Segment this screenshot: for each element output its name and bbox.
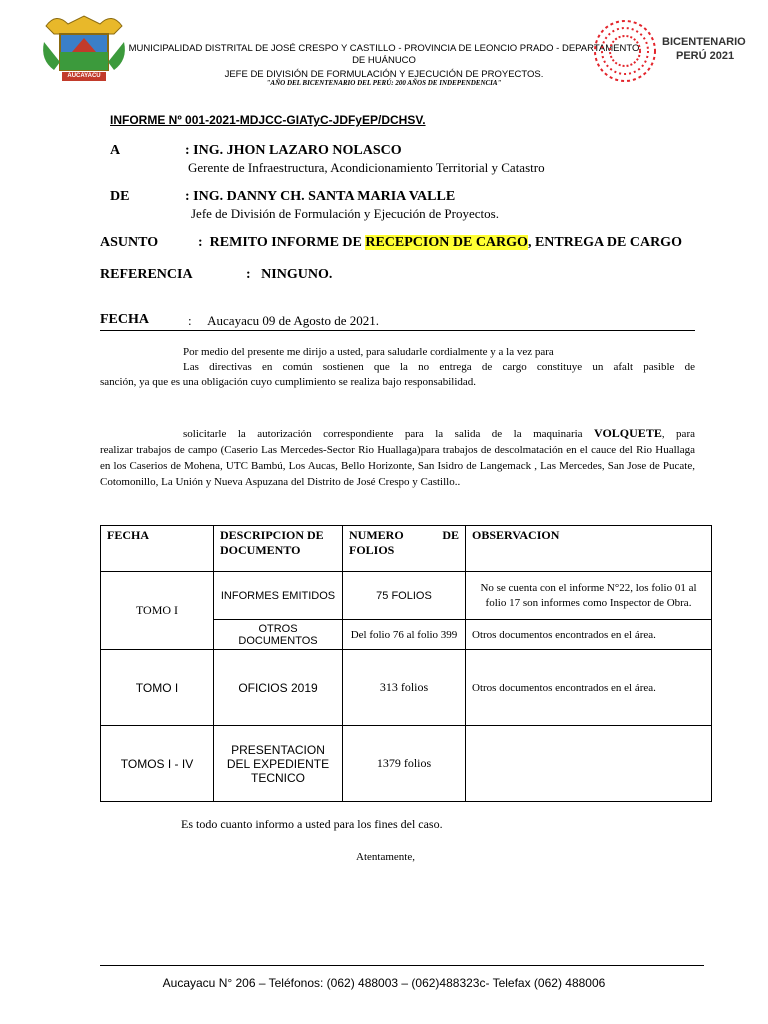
reference-label: REFERENCIA (100, 267, 193, 282)
table-cell-fecha: TOMO I (101, 572, 214, 650)
subject-text-end: , ENTREGA DE CARGO (527, 235, 682, 250)
header-division: JEFE DE DIVISIÓN DE FORMULACIÓN Y EJECUCIÓN DE PROYECTOS. (224, 69, 544, 80)
table-cell-descripcion: INFORMES EMITIDOS (214, 572, 343, 620)
to-label: A (110, 143, 121, 158)
body-p3-text-end: , para (661, 428, 695, 440)
subject-highlight: RECEPCION DE CARGO (365, 235, 528, 250)
table-header-descripcion: DESCRIPCION DE DOCUMENTO (214, 526, 343, 572)
table-cell-descripcion: OTROS DOCUMENTOS (214, 620, 343, 650)
date-value: : Aucayacu 09 de Agosto de 2021. (188, 313, 379, 328)
reference-value: : NINGUNO. (246, 267, 333, 282)
bicentenario-peru-2021-logo (592, 18, 752, 82)
table-cell-folios: Del folio 76 al folio 399 (343, 620, 466, 650)
from-role: Jefe de División de Formulación y Ejecución de Proyectos. (191, 206, 499, 221)
table-header-folios: NUMERO DE FOLIOS (343, 526, 466, 572)
table-cell-descripcion: OFICIOS 2019 (214, 650, 343, 726)
subject-label: ASUNTO (100, 235, 159, 250)
logo-banner-text: AUCAYACU (67, 73, 101, 79)
subject-text: : REMITO INFORME DE (198, 235, 366, 250)
body-paragraph-1: Por medio del presente me dirijo a usted, para saludarle cordialmente y a la vez para (183, 346, 554, 358)
table-cell-folios: 313 folios (343, 650, 466, 726)
closing-text: Es todo cuanto informo a usted para los fines del caso. (181, 817, 443, 831)
table-cell-observacion: Otros documentos encontrados en el área. (466, 650, 712, 726)
table-cell-observacion (466, 726, 712, 802)
table-cell-observacion: Otros documentos encontrados en el área. (466, 620, 712, 650)
body-paragraph-3-rest: realizar trabajos de campo (Caserio Las Mercedes-Sector Rio Huallaga)para trabajos de descolmatación en el cauce del Rio Huallaga en los Caserios de Mohena, UTC Bambú, Los Aucas, Bello Horizonte, San Isidro de Langemack , Las Mercedes, San Jose de Pucate, Cotomonillo, La Unión y Nueva Aspuzana del Distrito de José Crespo y Castillo.. (100, 444, 695, 488)
date-label: FECHA (100, 312, 149, 327)
subject-line (198, 235, 682, 251)
table-cell-folios: 1379 folios (343, 726, 466, 802)
body-p3-text: solicitarle la autorización correspondiente para la salida de la maquinaria (183, 428, 595, 440)
closing-signoff: Atentamente, (356, 851, 415, 863)
to-role: Gerente de Infraestructura, Acondicionamiento Territorial y Catastro (188, 160, 545, 175)
table-row (101, 726, 712, 802)
from-label: DE (110, 189, 130, 204)
bicentenario-text: BICENTENARIO (662, 36, 746, 48)
table-cell-descripcion: PRESENTACION DEL EXPEDIENTE TECNICO (214, 726, 343, 802)
peru-2021-text: PERÚ 2021 (676, 50, 735, 62)
table-cell-observacion: No se cuenta con el informe N°22, los folio 01 al folio 17 son informes como Inspector de Obra. (466, 572, 712, 620)
date-divider-line (100, 330, 695, 331)
footer-divider-line (100, 965, 704, 966)
body-paragraph-2-first: Las directivas en común sostienen que la no entrega de cargo constituye un afalt pasible de (183, 361, 695, 373)
machinery-volquete: VOLQUETE (594, 426, 662, 440)
report-number: INFORME Nº 001-2021-MDJCC-GIATyC-JDFyEP/DCHSV. (110, 113, 426, 127)
header-municipality-line2: DE HUÁNUCO (352, 55, 416, 66)
body-paragraph-3-first (183, 426, 695, 441)
body-paragraph-2-rest: sanción, ya que es una obligación cuyo cumplimiento se realiza bajo responsabilidad. (100, 376, 477, 388)
table-header-fecha: FECHA (101, 526, 214, 572)
table-row (101, 650, 712, 726)
table-header-observacion: OBSERVACION (466, 526, 712, 572)
table-header-row (101, 526, 712, 572)
table-row (101, 572, 712, 620)
footer-contact-info: Aucayacu N° 206 – Teléfonos: (062) 488003 – (062)488323c- Telefax (062) 488006 (162, 976, 606, 990)
to-name: : ING. JHON LAZARO NOLASCO (185, 143, 402, 158)
table-cell-fecha: TOMOS I - IV (101, 726, 214, 802)
header-year-motto: "AÑO DEL BICENTENARIO DEL PERÚ: 200 AÑOS DE INDEPENDENCIA" (266, 79, 502, 87)
from-name: : ING. DANNY CH. SANTA MARIA VALLE (185, 189, 456, 204)
header-municipality-line1: MUNICIPALIDAD DISTRITAL DE JOSÉ CRESPO Y CASTILLO - PROVINCIA DE LEONCIO PRADO - DEPARTAMENTO (128, 43, 640, 54)
table-cell-folios: 75 FOLIOS (343, 572, 466, 620)
document-delivery-table (100, 525, 712, 802)
table-cell-fecha: TOMO I (101, 650, 214, 726)
